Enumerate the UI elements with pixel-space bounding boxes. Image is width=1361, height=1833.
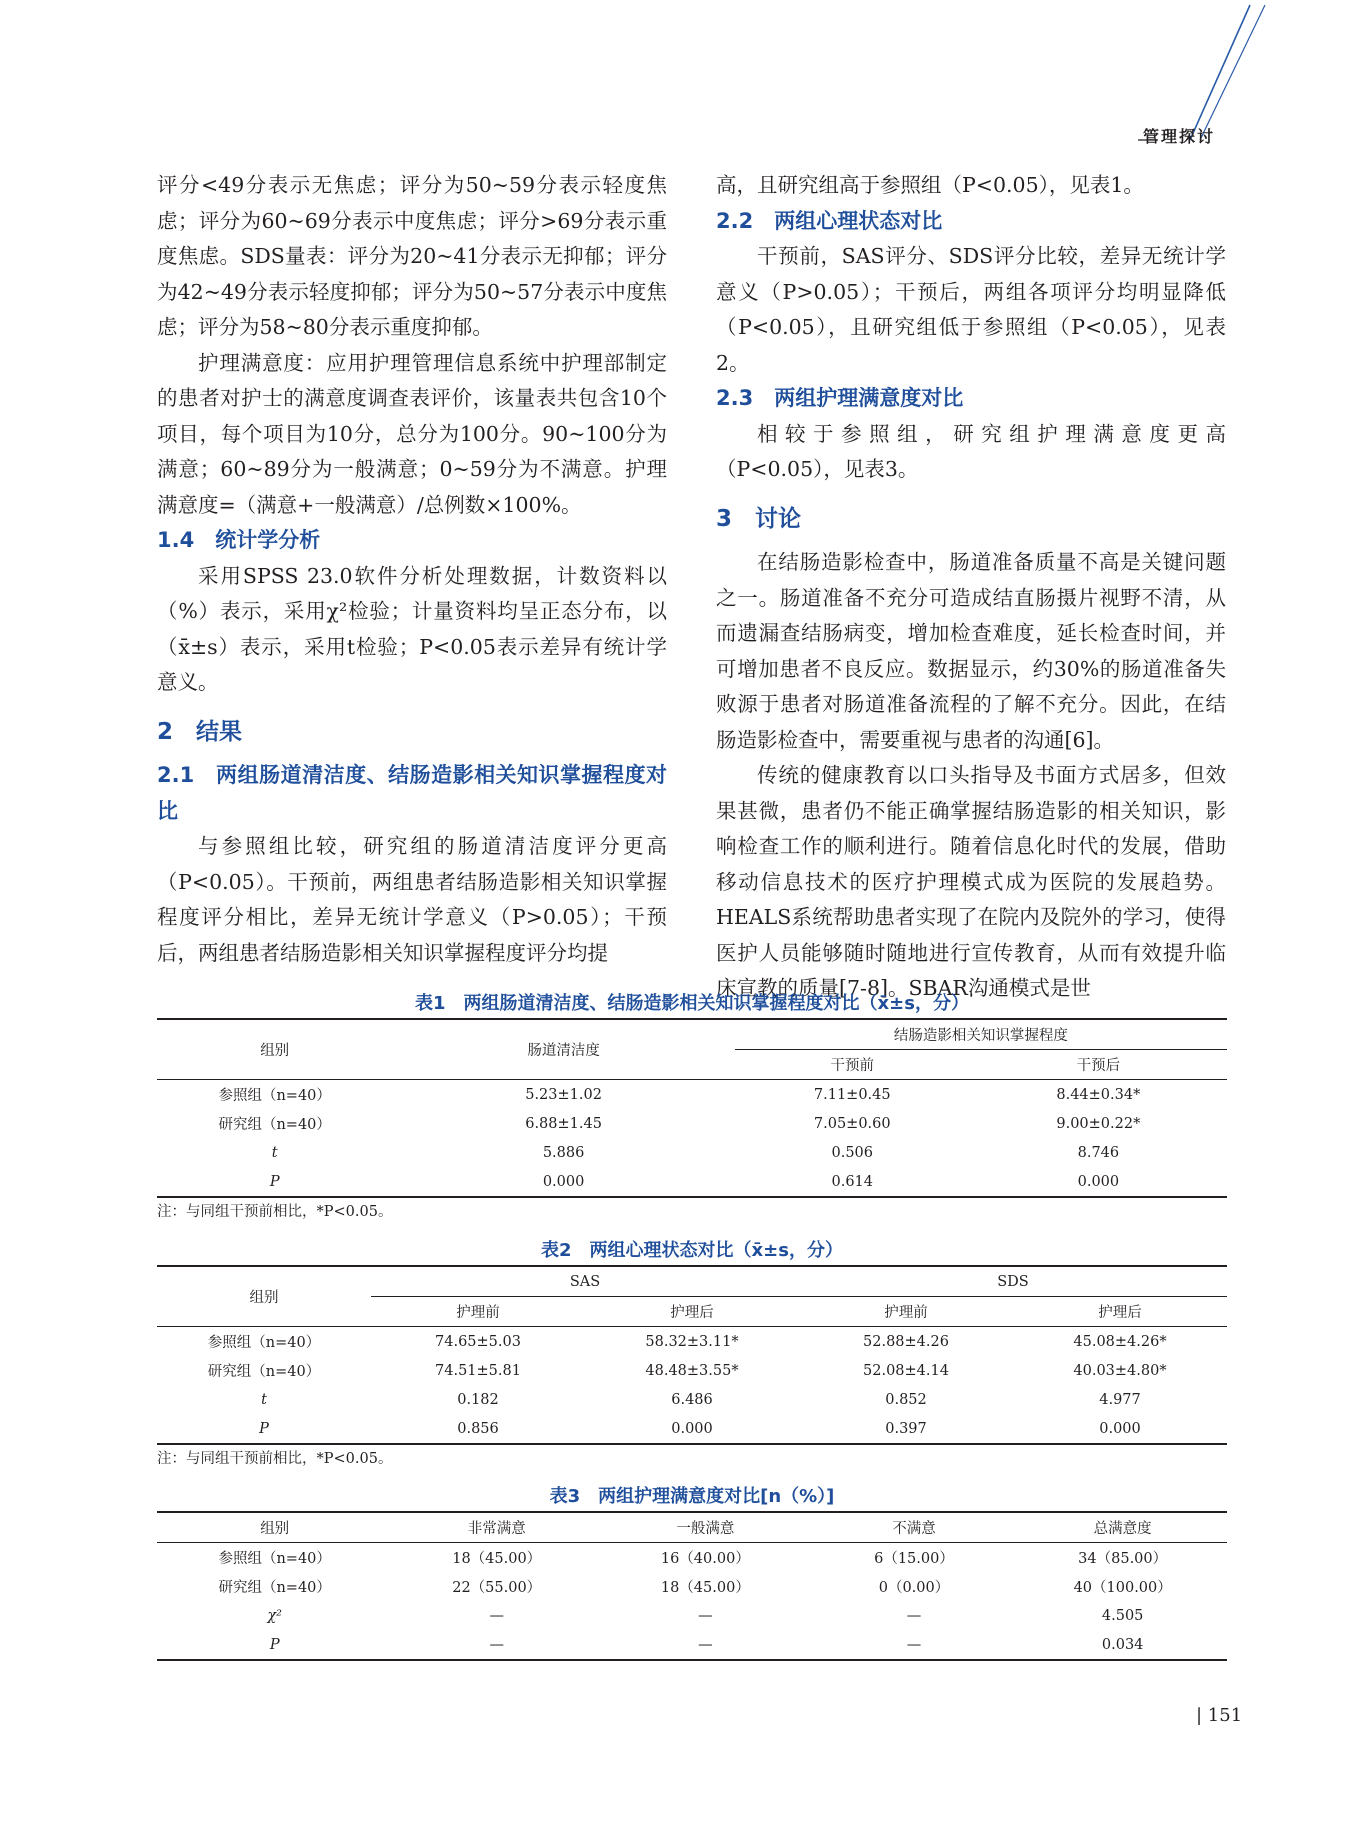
right-column (716, 168, 1226, 1007)
section-heading: 2.2 两组心理状态对比 (716, 208, 943, 233)
table-cell: t (271, 1144, 278, 1161)
table-note: 注：与同组干预前相比，*P<0.05。 (157, 1451, 393, 1467)
table-cell: 6（15.00） (874, 1551, 954, 1567)
table-cell: P (157, 1414, 371, 1444)
table-cell: 48.48±3.55* (645, 1362, 739, 1379)
table-cell: 6.486 (671, 1391, 713, 1408)
header-post: 护理后 (585, 1297, 799, 1327)
section-heading: 2.1 两组肠道清洁度、结肠造影相关知识掌握程度对比 (157, 763, 667, 823)
header-sds: SDS (799, 1266, 1227, 1297)
table-cell: 16（40.00） (660, 1551, 750, 1567)
table-row (157, 1630, 1227, 1660)
table-cell: 9.00±0.22* (1056, 1115, 1141, 1132)
table-cell: 22（55.00） (452, 1580, 542, 1596)
table-cell: 40.03±4.80* (1073, 1362, 1167, 1379)
table-cell: 0.000 (970, 1167, 1227, 1197)
table-row (157, 1167, 1227, 1197)
table-cell: 45.08±4.26* (1073, 1333, 1167, 1350)
table-cell: 74.51±5.81 (435, 1362, 521, 1379)
table-cell: 74.65±5.03 (435, 1333, 521, 1350)
table-cell: — (392, 1630, 601, 1660)
table-cell: — (601, 1630, 810, 1660)
table-header: 总满意度 (1018, 1512, 1227, 1543)
paragraph: 传统的健康教育以口头指导及书面方式居多，但效果甚微，患者仍不能正确掌握结肠造影的相关知识，影响检查工作的顺利进行。随着信息化时代的发展，借助移动信息技术的医疗护理模式成为医院的发展趋势。HEALS系统帮助患者实现了在院内及院外的学习，使得医护人员能够随时随地进行宣传教育，从而有效提升临床宣教的质量[7-8]。SBAR沟通模式是世 (716, 763, 1226, 1000)
header-knowledge: 结肠造影相关知识掌握程度 (735, 1019, 1227, 1050)
table-2 (157, 1237, 1227, 1473)
table-note: 注：与同组干预前相比，*P<0.05。 (157, 1204, 393, 1220)
table-1 (157, 990, 1227, 1226)
table-cell: 0.034 (1018, 1630, 1227, 1660)
table-cell: 0（0.00） (878, 1580, 950, 1596)
table-cell: 参照组（n=40） (207, 1335, 321, 1351)
table-cell: P (157, 1630, 392, 1660)
table-header: 非常满意 (392, 1512, 601, 1543)
paragraph: 评分<49分表示无焦虑；评分为50~59分表示轻度焦虑；评分为60~69分表示中度焦虑；评分>69分表示重度焦虑。SDS量表：评分为20~41分表示无抑郁；评分为42~49分表示轻度抑郁；评分为50~57分表示中度焦虑；评分为58~80分表示重度抑郁。 (157, 173, 667, 339)
table-cell: 参照组（n=40） (218, 1551, 331, 1567)
table-cell: 0.000 (392, 1167, 734, 1197)
header-group: 组别 (157, 1019, 392, 1080)
table-cell: 7.05±0.60 (813, 1115, 891, 1132)
table-row (157, 1572, 1227, 1601)
table-cell: P (157, 1167, 392, 1197)
table-row (157, 1543, 1227, 1573)
table-cell: 研究组（n=40） (218, 1117, 331, 1133)
table-cell: 52.88±4.26 (863, 1333, 949, 1350)
table-row (157, 1080, 1227, 1110)
table-row (157, 1356, 1227, 1385)
header-pre: 干预前 (735, 1050, 970, 1080)
paragraph: 相较于参照组，研究组护理满意度更高（P<0.05），见表3。 (716, 421, 1226, 481)
table-header: 组别 (157, 1512, 392, 1543)
table-cell: 研究组（n=40） (207, 1364, 321, 1380)
paragraph: 在结肠造影检查中，肠道准备质量不高是关键问题之一。肠道准备不充分可造成结直肠摄片视野不清，从而遗漏查结肠病变，增加检查难度，延长检查时间，并可增加患者不良反应。数据显示，约30%的肠道准备失败源于患者对肠道准备流程的了解不充分。因此，在结肠造影检查中，需要重视与患者的沟通[6]。 (716, 550, 1226, 752)
table-cell: 18（45.00） (660, 1580, 750, 1596)
table-cell: χ² (267, 1607, 282, 1624)
table-3 (157, 1483, 1227, 1661)
table-row (157, 1138, 1227, 1167)
table-cell: 8.44±0.34* (1056, 1086, 1141, 1103)
table-header: 一般满意 (601, 1512, 810, 1543)
section-tag: 管理探讨 (1143, 127, 1216, 146)
table-row (157, 1414, 1227, 1444)
table-row (157, 1327, 1227, 1357)
table-cell: — (906, 1607, 922, 1624)
table-cell: 参照组（n=40） (218, 1088, 331, 1104)
table-cell: 0.000 (585, 1414, 799, 1444)
table-header: 不满意 (810, 1512, 1019, 1543)
table-cell: 研究组（n=40） (218, 1580, 331, 1596)
header-sas: SAS (371, 1266, 799, 1297)
paragraph: 干预前，SAS评分、SDS评分比较，差异无统计学意义（P>0.05）；干预后，两组各项评分均明显降低（P<0.05），且研究组低于参照组（P<0.05），见表2。 (716, 244, 1226, 375)
table-cell: 8.746 (1077, 1144, 1120, 1161)
table-cell: 34（85.00） (1078, 1551, 1168, 1567)
table-cell: 7.11±0.45 (813, 1086, 891, 1103)
header-post: 干预后 (970, 1050, 1227, 1080)
section-heading: 2 结果 (157, 718, 243, 745)
paragraph: 护理满意度：应用护理管理信息系统中护理部制定的患者对护士的满意度调查表评价，该量表共包含10个项目，每个项目为10分，总分为100分。90~100分为满意；60~89分为一般满意；0~59分为不满意。护理满意度=（满意+一般满意）/总例数×100%。 (157, 350, 667, 517)
paragraph: 与参照组比较，研究组的肠道清洁度评分更高（P<0.05）。干预前，两组患者结肠造影相关知识掌握程度评分相比，差异无统计学意义（P>0.05）；干预后，两组患者结肠造影相关知识掌握程度评分均提 (157, 834, 667, 965)
table-cell: 0.852 (885, 1391, 927, 1408)
header-pre: 护理前 (799, 1297, 1013, 1327)
table-cell: — (810, 1630, 1019, 1660)
table-row (157, 1109, 1227, 1138)
table-cell: 0.614 (735, 1167, 970, 1197)
paragraph: 采用SPSS 23.0软件分析处理数据，计数资料以（%）表示，采用χ²检验；计量资料均呈正态分布，以（x̄±s）表示，采用t检验；P<0.05表示差异有统计学意义。 (157, 563, 667, 694)
table-cell: 0.397 (799, 1414, 1013, 1444)
table-cell: 18（45.00） (452, 1551, 542, 1567)
section-heading: 3 讨论 (716, 505, 802, 532)
table-cell: 5.886 (542, 1144, 585, 1161)
table-cell: 40（100.00） (1073, 1580, 1172, 1596)
header-group: 组别 (157, 1266, 371, 1327)
table-cell: 0.506 (831, 1144, 874, 1161)
page-number: | 151 (1196, 1705, 1243, 1726)
paragraph: 高，且研究组高于参照组（P<0.05），见表1。 (716, 173, 1144, 197)
table-cell: 4.505 (1101, 1607, 1144, 1624)
section-heading: 1.4 统计学分析 (157, 528, 321, 552)
left-column (157, 168, 667, 971)
table-row (157, 1385, 1227, 1414)
table-caption: 表1 两组肠道清洁度、结肠造影相关知识掌握程度对比（x̄±s，分） (415, 993, 969, 1014)
table-caption: 表2 两组心理状态对比（x̄±s，分） (541, 1240, 843, 1261)
table-cell: t (261, 1391, 267, 1408)
table-row (157, 1601, 1227, 1630)
header-post: 护理后 (1013, 1297, 1227, 1327)
section-heading: 2.3 两组护理满意度对比 (716, 386, 964, 410)
header-pre: 护理前 (371, 1297, 585, 1327)
table-cell: 5.23±1.02 (525, 1086, 602, 1103)
table-cell: 6.88±1.45 (525, 1115, 602, 1132)
table-caption: 表3 两组护理满意度对比[n（%）] (549, 1486, 835, 1507)
table-cell: 0.856 (371, 1414, 585, 1444)
header-clean: 肠道清洁度 (392, 1019, 734, 1080)
table-cell: — (489, 1607, 504, 1624)
table-cell: 4.977 (1099, 1391, 1141, 1408)
table-cell: — (698, 1607, 713, 1624)
table-cell: 0.182 (457, 1391, 499, 1408)
table-cell: 0.000 (1013, 1414, 1227, 1444)
table-cell: 58.32±3.11* (645, 1333, 739, 1350)
table-cell: 52.08±4.14 (863, 1362, 949, 1379)
